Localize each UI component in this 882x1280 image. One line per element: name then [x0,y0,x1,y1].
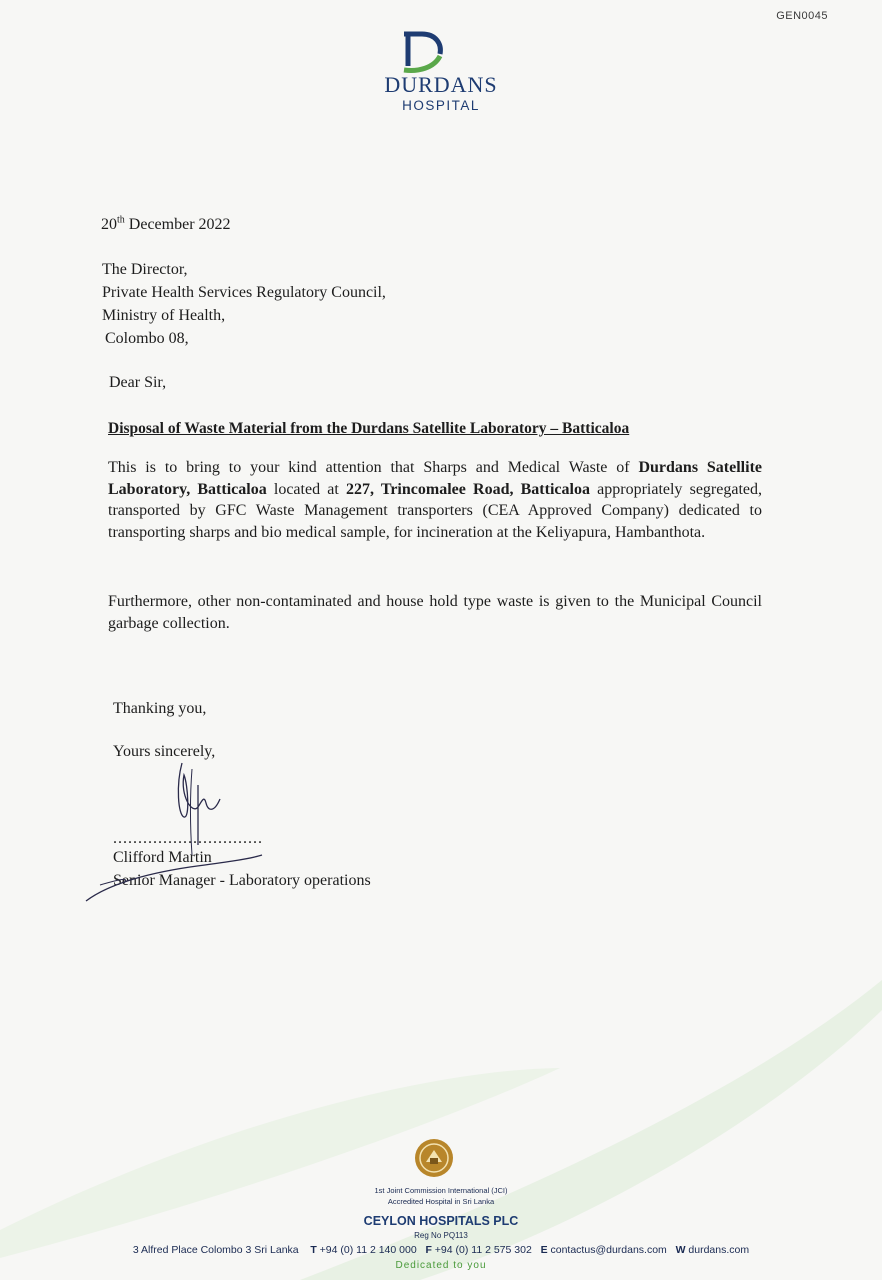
para1-lab-name: Durdans Satellite Laboratory, Batticaloa [108,459,763,498]
closing-line: Thanking you, [113,700,207,717]
para1-lab-address: 227, Trincomalee Road, Batticaloa [345,480,590,498]
fax-label: F [425,1244,432,1256]
durdans-logo-icon [400,30,446,76]
email-address: contactus@durdans.com [550,1244,667,1256]
para1-text-3: appropriately segregated, transported by GFC Waste Management transporters (CEA Approved Company) dedicated to transporting sharps and bio medical sample, for incineration at the Keliyapura, Hambanthota. [108,480,763,541]
jci-accreditation-seal-icon [414,1138,454,1178]
email-label: E [540,1244,548,1256]
date-day: 20 [101,216,117,233]
tagline: Dedicated to you [395,1260,487,1271]
address-line: Colombo 08, [105,330,189,347]
address-line: Ministry of Health, [102,307,226,324]
contact-line [0,1244,882,1256]
registration-number: Reg No PQ113 [414,1231,468,1240]
salutation: Dear Sir, [109,374,167,391]
company-name: CEYLON HOSPITALS PLC [363,1214,519,1228]
signer-title: Senior Manager - Laboratory operations [113,872,371,889]
body-paragraph-1 [108,457,762,543]
recipient-address [102,258,386,350]
handwritten-signature [80,755,280,905]
letter-subject: Disposal of Waste Material from the Durdans Satellite Laboratory – Batticaloa [108,420,630,437]
address-line: The Director, [102,261,188,278]
phone-number: +94 (0) 11 2 140 000 [319,1244,417,1256]
form-code: GEN0045 [776,10,828,22]
accreditation-line-2: Accredited Hospital in Sri Lanka [387,1197,495,1206]
date-month-year: December 2022 [124,216,231,233]
brand-subtitle: HOSPITAL [402,98,480,113]
body-paragraph-2: Furthermore, other non-contaminated and house hold type waste is given to the Municipal Council garbage collection. [108,593,762,632]
para1-text-2: located at [266,480,346,498]
address-line: Private Health Services Regulatory Council, [102,284,386,301]
web-label: W [675,1244,686,1256]
fax-number: +94 (0) 11 2 575 302 [434,1244,532,1256]
brand-name: DURDANS [384,72,498,97]
date-suffix: th [117,214,125,226]
letter-date [101,214,231,235]
sign-off: Yours sincerely, [113,743,216,760]
accreditation-line-1: 1st Joint Commission International (JCI) [374,1186,508,1195]
signer-name: Clifford Martin [113,849,212,866]
website: durdans.com [688,1244,750,1256]
footer-address: 3 Alfred Place Colombo 3 Sri Lanka [132,1244,299,1256]
signature-line: .............................. [113,830,263,847]
phone-label: T [310,1244,317,1256]
para1-text-1: This is to bring to your kind attention that Sharps and Medical Waste of [108,459,639,476]
